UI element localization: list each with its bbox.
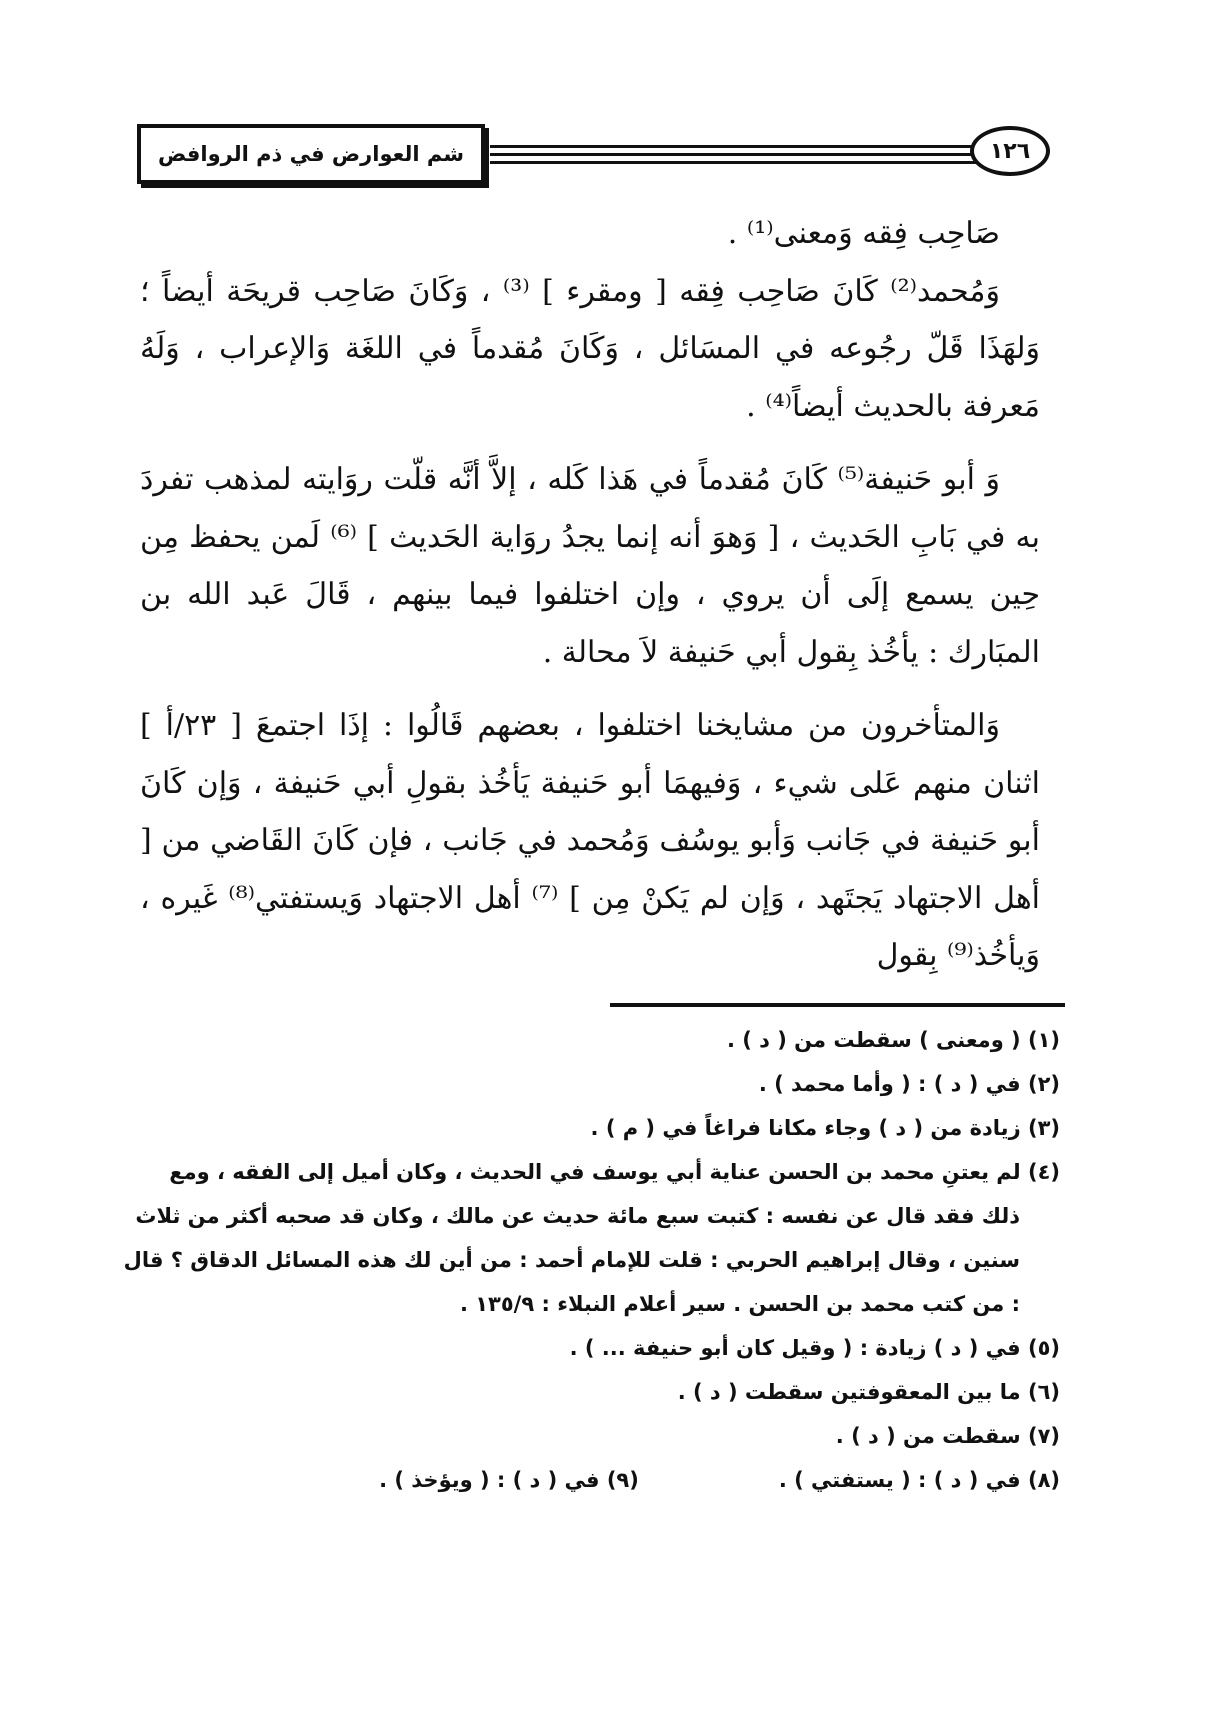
footnote-first-line: (٤) لم يعتنِ محمد بن الحسن عناية أبي يوسف في الحديث ، وكان أميل إلى الفقه ، ومع [169, 1160, 1060, 1184]
footnotes [120, 1018, 1060, 1502]
footnote-separator [610, 1003, 1065, 1007]
paragraph: وَالمتأخرون من مشايخنا اختلفوا ، بعضهم قَالُوا : إذَا اجتمعَ [ ٢٣/أ ] اثنان منهم عَلى شيء ، وَفيهمَا أبو حَنيفة يَأخُذ بقولِ أبي حَنيفة ، وَإن كَانَ أبو حَنيفة في جَانب وَأبو يوسُف وَمُحمد في جَانب ، فإن كَانَ القَاضي من [ أهل الاجتهاد يَجتَهد ، وَإن لم يَكنْ مِن ] ⁽⁷⁾ أهل الاجتهاد وَيستفتي⁽⁸⁾ غَيره ، وَيأخُذ⁽⁹⁾ بِقول [140, 708, 1040, 973]
footnote: (٣) زيادة من ( د ) وجاء مكانا فراغاً في ( م ) . [590, 1116, 1060, 1140]
header-rule-bottom [490, 161, 978, 164]
footnote [120, 1150, 1060, 1326]
running-header-title: شم العوارض في ذم الروافض [137, 124, 485, 184]
footnote: (٢) في ( د ) : ( وأما محمد ) . [758, 1072, 1060, 1096]
main-text [140, 205, 1040, 985]
page-number: ١٢٦ [970, 126, 1050, 176]
paragraph: وَمُحمد⁽²⁾ كَانَ صَاحِب فِقه [ ومقرء ] ⁽³⁾ ، وَكَانَ صَاحِب قريحَة أيضاً ؛ وَلهَذَا قَلّ رجُوعه في المسَائل ، وَكَانَ مُقدماً في اللغَة وَالإعراب ، وَلَهُ مَعرفة بالحديث أيضاً⁽⁴⁾ . [140, 273, 1040, 424]
footnote: (٩) في ( د ) : ( ويؤخذ ) . [379, 1468, 639, 1492]
footnote: (٨) في ( د ) : ( يستفتي ) . [778, 1468, 1060, 1492]
footnote-row [120, 1458, 1060, 1502]
footnote: (١) ( ومعنى ) سقطت من ( د ) . [726, 1028, 1060, 1052]
header-rule-top [490, 145, 978, 148]
footnote: (٧) سقطت من ( د ) . [835, 1424, 1060, 1448]
paragraph: صَاحِب فِقه وَمعنى⁽¹⁾ . [727, 216, 1000, 251]
header-rule-middle [490, 153, 978, 156]
paragraph: وَ أبو حَنيفة⁽⁵⁾ كَانَ مُقدماً في هَذا كَله ، إلاَّ أنَّه قلّت روَايته لمذهب تفردَ به في بَابِ الحَديث ، [ وَهوَ أنه إنما يجدُ روَاية الحَديث ] ⁽⁶⁾ لَمن يحفظ مِن حِين يسمع إلَى أن يروي ، وإن اختلفوا فيما بينهم ، قَالَ عَبد الله بن المبَارك : يأخُذ بِقول أبي حَنيفة لاَ محالة . [140, 462, 1040, 670]
footnote: (٦) ما بين المعقوفتين سقطت ( د ) . [677, 1380, 1060, 1404]
footnote: (٥) في ( د ) زيادة : ( وقيل كان أبو حنيفة ... ) . [569, 1336, 1060, 1360]
footnote-continuation: ذلك فقد قال عن نفسه : كتبت سبع مائة حديث عن مالك ، وكان قد صحبه أكثر من ثلاث سنين ، وقال إبراهيم الحربي : قلت للإمام أحمد : من أين لك هذه المسائل الدقاق ؟ قال : من كتب محمد بن الحسن . سير أعلام النبلاء : ١٣٥/٩ . [123, 1204, 1020, 1316]
